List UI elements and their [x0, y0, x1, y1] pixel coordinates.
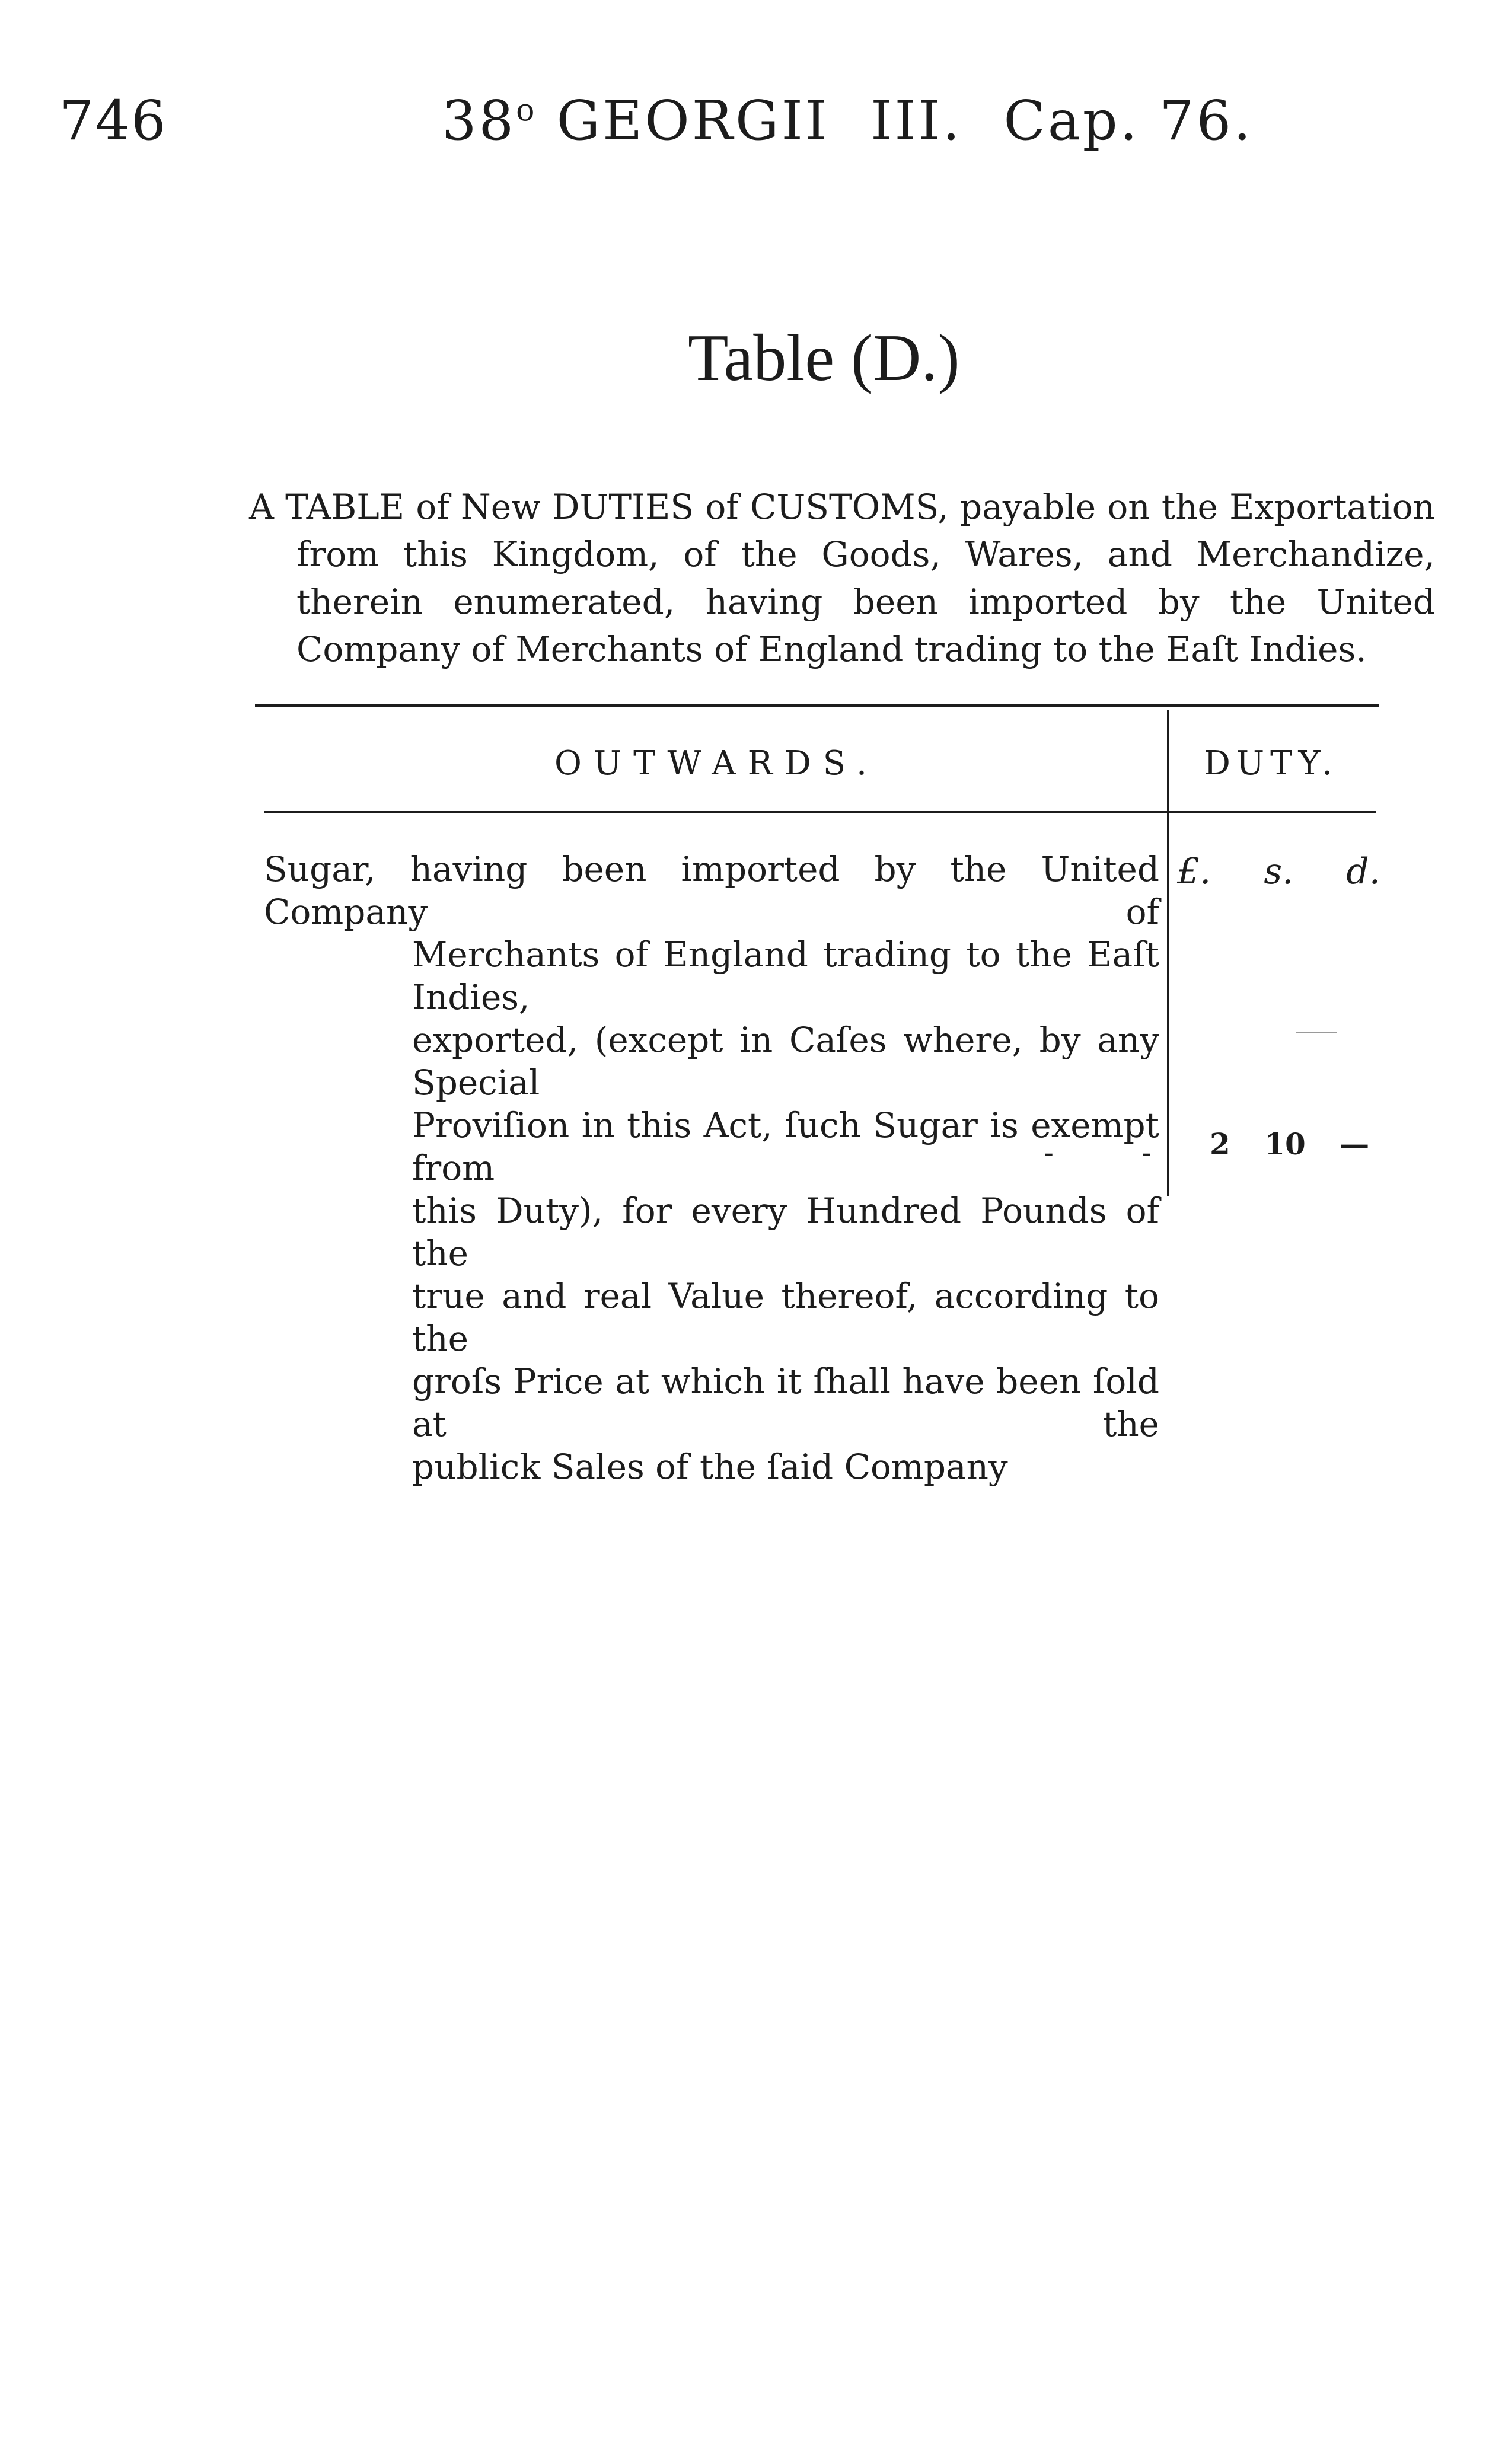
running-head-georgii: GEORGII	[556, 89, 830, 152]
running-head-reign: III.	[870, 89, 962, 152]
running-head	[442, 89, 1253, 152]
amount-shillings: 10	[1264, 1126, 1306, 1161]
entry-line: Proviſion in this Act, ſuch Sugar is exempt from	[412, 1105, 1159, 1188]
table-description: A TABLE of New DUTIES of CUSTOMS, payable on the Exportation from this Kingdom, of the Goods, Wares, and Merchandize, therein enumerated, having been imported by the United Company of Merchants of England trading to the Eaſt Indies.	[249, 487, 1435, 669]
amount-pence: —	[1340, 1126, 1370, 1161]
page-number: 746	[59, 89, 167, 152]
amount-pounds: 2	[1210, 1126, 1230, 1161]
header-bottom-rule	[264, 811, 1376, 813]
table-title: Table (D.)	[688, 321, 960, 395]
table-entry-sugar	[264, 848, 1159, 1488]
currency-shillings: s.	[1264, 851, 1294, 892]
table-top-rule	[255, 704, 1379, 707]
running-head-degree: o	[516, 92, 537, 129]
duty-amount	[1210, 1126, 1369, 1161]
leader-dash: -	[1044, 1135, 1054, 1170]
entry-line: Merchants of England trading to the Eaſt Indies,	[412, 934, 1159, 1017]
column-divider	[1167, 710, 1169, 1196]
running-head-chapter: Cap. 76.	[1003, 89, 1254, 152]
faint-mark	[1296, 1032, 1337, 1033]
column-header-outwards: OUTWARDS.	[554, 744, 879, 783]
entry-line: groſs Price at which it ſhall have been ſold at the	[412, 1361, 1159, 1444]
entry-line: this Duty), for every Hundred Pounds of the	[412, 1190, 1159, 1274]
entry-line: Sugar, having been imported by the United Company of	[264, 849, 1159, 932]
currency-header	[1177, 851, 1380, 892]
entry-line: publick Sales of the ſaid Company	[412, 1447, 1008, 1487]
running-head-regnal-year: 38	[442, 89, 516, 152]
currency-pounds: £.	[1177, 851, 1211, 892]
column-header-duty: DUTY.	[1204, 744, 1338, 783]
leader-dash: -	[1141, 1135, 1152, 1170]
entry-line: true and real Value thereof, according to the	[412, 1276, 1159, 1359]
currency-pence: d.	[1346, 851, 1380, 892]
entry-line: exported, (except in Caſes where, by any Special	[412, 1020, 1159, 1103]
